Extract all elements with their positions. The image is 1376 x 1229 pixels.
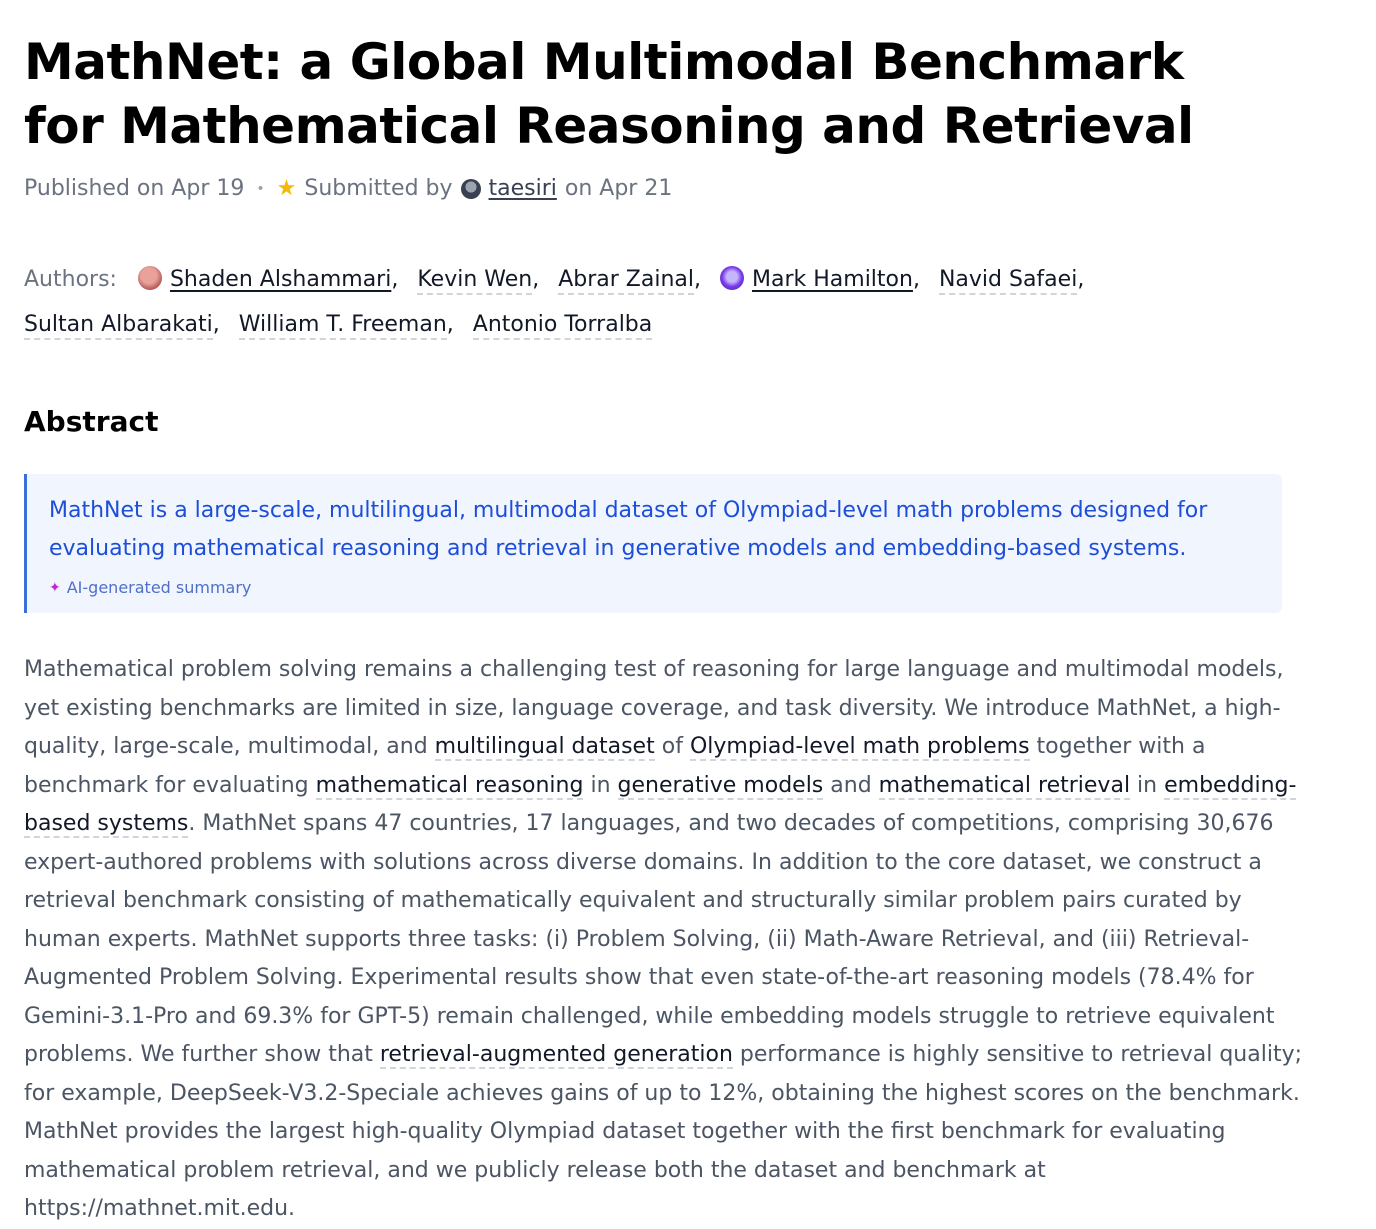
submitter-link[interactable]: taesiri xyxy=(488,176,557,201)
abstract-text: . MathNet spans 47 countries, 17 languages, and two decades of competitions, comprising 30,676 expert-authored problems with solutions across diverse domains. In addition to the core dataset, we construct a retrieval benchmark consisting of mathematically equivalent and structurally similar problem pairs curated by human experts. MathNet supports three tasks: (i) Problem Solving, (ii) Math-Aware Retrieval, and (iii) Retrieval-Augmented Problem Solving. Experimental results show that even state-of-the-art reasoning models (78.4% for Gemini-3.1-Pro and 69.3% for GPT-5) remain challenged, while embedding models struggle to retrieve equivalent problems. We further show that xyxy=(24,811,1275,1067)
abstract-text: Mathematical problem solving remains a challenging test of reasoning for large language and multimodal models, yet existing benchmarks are limited in size, language coverage, and task diversity. We introduce MathNet, a high-quality, large-scale, multimodal, and xyxy=(24,657,1284,759)
author-item[interactable] xyxy=(138,267,410,292)
author-separator: , xyxy=(446,312,454,337)
abstract-text: in xyxy=(583,772,618,798)
abstract-keyword-link[interactable]: multilingual dataset xyxy=(434,734,655,759)
authors-list xyxy=(24,257,1310,347)
author-name[interactable]: Antonio Torralba xyxy=(473,312,653,340)
abstract-text: of xyxy=(654,734,690,759)
abstract-keyword-link[interactable]: embedding-based systems xyxy=(24,772,1297,836)
author-separator: , xyxy=(1077,267,1085,292)
author-separator: , xyxy=(532,267,540,292)
author-name[interactable]: Navid Safaei xyxy=(939,267,1077,295)
abstract-text: and xyxy=(823,772,879,798)
submitted-by-label: Submitted by xyxy=(304,176,453,201)
page-title: MathNet: a Global Multimodal Benchmark for Mathematical Reasoning and Retrieval xyxy=(24,33,1194,155)
author-name[interactable]: Kevin Wen xyxy=(417,267,532,295)
abstract-text: together with a benchmark for evaluating xyxy=(24,734,1206,798)
author-item[interactable] xyxy=(417,267,551,292)
paper-meta xyxy=(24,176,1310,201)
star-icon: ★ xyxy=(276,176,297,201)
submitter-avatar[interactable] xyxy=(461,179,481,199)
abstract-keyword-link[interactable]: mathematical retrieval xyxy=(878,772,1131,798)
author-separator: , xyxy=(694,267,701,292)
submitted-date: on Apr 21 xyxy=(564,176,673,201)
meta-separator: • xyxy=(256,180,265,197)
author-item[interactable] xyxy=(239,312,466,337)
author-item[interactable] xyxy=(473,312,653,340)
author-name[interactable]: Abrar Zainal xyxy=(558,267,694,295)
author-item[interactable] xyxy=(939,267,1096,292)
author-name[interactable]: Sultan Albarakati xyxy=(24,312,213,340)
author-separator: , xyxy=(212,312,220,337)
author-separator: , xyxy=(912,267,920,292)
abstract-text: performance is highly sensitive to retrieval quality; for example, DeepSeek-V3.2-Speciale achieves gains of up to 12%, obtaining the highest scores on the benchmark. MathNet provides the largest high-quality Olympiad dataset together with the first benchmark for evaluating mathematical problem retrieval, and we publicly release both the dataset and benchmark at https://mathnet.mit.edu. xyxy=(24,1042,1303,1221)
author-avatar[interactable] xyxy=(720,266,744,290)
author-name[interactable]: William T. Freeman xyxy=(239,312,447,340)
ai-summary-box xyxy=(24,474,1282,613)
author-item[interactable] xyxy=(720,267,932,292)
author-separator: , xyxy=(391,267,399,292)
sparkle-icon: ✦ xyxy=(49,579,61,596)
abstract-body xyxy=(24,651,1314,1229)
author-item[interactable] xyxy=(558,267,713,292)
abstract-keyword-link[interactable]: mathematical reasoning xyxy=(315,772,584,798)
ai-summary-tag xyxy=(49,578,1282,597)
author-avatar[interactable] xyxy=(138,266,162,290)
abstract-keyword-link[interactable]: retrieval-augmented generation xyxy=(379,1042,733,1067)
authors-container xyxy=(24,267,1096,340)
author-name[interactable]: Shaden Alshammari xyxy=(169,267,392,292)
authors-label: Authors: xyxy=(24,267,117,292)
abstract-keyword-link[interactable]: Olympiad-level math problems xyxy=(689,734,1030,759)
abstract-text: in xyxy=(1130,772,1165,798)
author-name[interactable]: Mark Hamilton xyxy=(752,267,913,292)
published-date: Published on Apr 19 xyxy=(24,176,245,201)
ai-summary-tag-label: AI-generated summary xyxy=(66,578,252,597)
ai-summary-text: MathNet is a large-scale, multilingual, multimodal dataset of Olympiad-level math problems designed for evaluating mathematical reasoning and retrieval in generative models and embedding-based systems. xyxy=(49,498,1208,561)
author-item[interactable] xyxy=(24,312,232,337)
abstract-keyword-link[interactable]: generative models xyxy=(617,772,824,798)
abstract-heading: Abstract xyxy=(24,405,159,438)
